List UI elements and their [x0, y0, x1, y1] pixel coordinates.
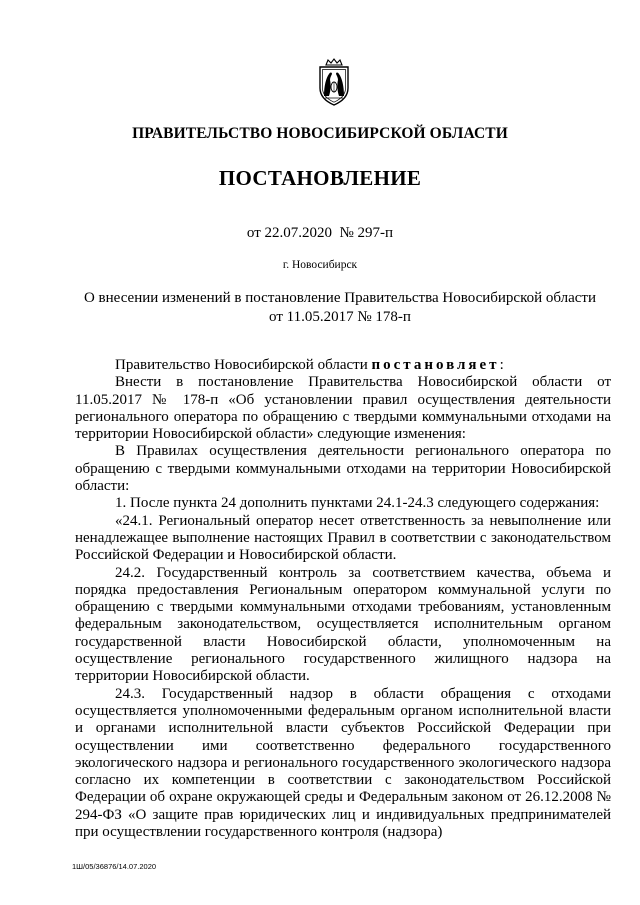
paragraph-24-2: 24.2. Государственный контроль за соответствием качества, объема и порядка предоставления Региональным оператором коммунальной услуги по обращению с твердыми коммунальными отходами требованиям, установленным федеральным законодательством, осуществляется исполнительным органом государственной власти Новосибирской области, уполномоченным на осуществление регионального государственного жилищного надзора на территории Новосибирской области. — [75, 564, 611, 685]
document-date: 22.07.2020 — [264, 225, 332, 241]
intro-paragraph — [75, 357, 611, 374]
date-prefix: от — [246, 225, 261, 241]
document-type: ПОСТАНОВЛЕНИЕ — [218, 166, 422, 190]
document-date-number — [0, 225, 640, 242]
coat-of-arms-icon — [314, 58, 354, 106]
government-title: ПРАВИТЕЛЬСТВО НОВОСИБИРСКОЙ ОБЛАСТИ — [132, 125, 508, 142]
paragraph-point-1: 1. После пункта 24 дополнить пунктами 24.1-24.3 следующего содержания: — [115, 495, 600, 512]
document-city: г. Новосибирск — [282, 259, 358, 271]
intro-verb: постановляет — [371, 357, 500, 373]
intro-suffix: : — [499, 357, 504, 373]
subject-line-1: О внесении изменений в постановление Правительства Новосибирской области — [83, 290, 597, 306]
paragraph-24-3: 24.3. Государственный надзор в области обращения с отходами осуществляется уполномоченными федеральным органом исполнительной власти и органами исполнительной власти субъектов Российской Федерации при осуществлении ими соответственно федерального государственного экологического надзора и регионального государственного экологического надзора согласно их компетенции в соответствии с законодательством Российской Федерации об охране окружающей среды и Федеральным законом от 26.12.2008 № 294-ФЗ «О защите прав юридических лиц и индивидуальных предпринимателей при осуществлении государственного контроля (надзора) — [75, 685, 611, 841]
document-number: № 297-п — [339, 225, 394, 241]
subject-line-2: от 11.05.2017 № 178-п — [269, 308, 411, 325]
document-body — [75, 357, 611, 841]
paragraph-amend: Внести в постановление Правительства Новосибирской области от 11.05.2017 № 178-п «Об установлении правил осуществления деятельности регионального оператора по обращению с твердыми коммунальными отходами на территории Новосибирской области» следующие изменения: — [75, 374, 611, 443]
paragraph-24-1: «24.1. Региональный оператор несет ответственность за невыполнение или ненадлежащее выполнение настоящих Правил в соответствии с законодательством Российской Федерации и Новосибирской области. — [75, 512, 611, 564]
footer-code: 1Ш/05/36876/14.07.2020 — [72, 862, 157, 871]
intro-prefix: Правительство Новосибирской области — [115, 357, 368, 373]
paragraph-rules: В Правилах осуществления деятельности регионального оператора по обращению с твердыми коммунальными отходами на территории Новосибирской области: — [75, 443, 611, 495]
document-subject — [70, 289, 610, 326]
